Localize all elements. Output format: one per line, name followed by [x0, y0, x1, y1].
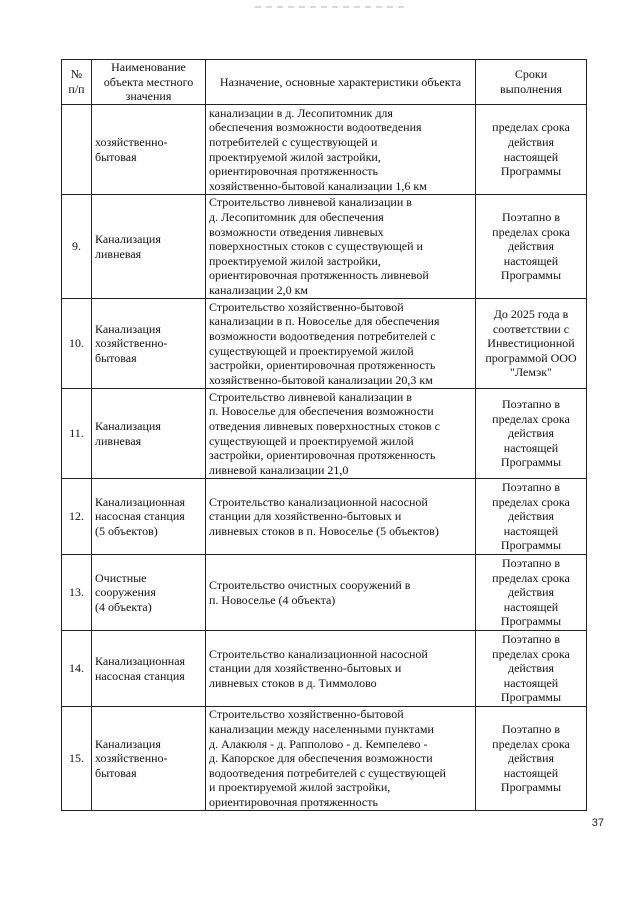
header-number: № п/п	[62, 60, 92, 105]
header-object-name: Наименование объекта местного значения	[92, 60, 206, 105]
row-object-name: Очистные сооружения (4 объекта)	[92, 555, 206, 631]
row-number: 15.	[62, 707, 92, 811]
row-terms: Поэтапно в пределах срока действия настоящей Программы	[476, 555, 587, 631]
row-purpose: Строительство хозяйственно-бытовой канализации между населенными пунктами д. Алакюля - д. Рапполово - д. Кемпелево - д. Капорское для обеспечения возможности водоотведения потребителей с существующей и проектируемой жилой застройки, ориентировочная протяженность	[206, 707, 476, 811]
row-object-name: Канализационная насосная станция	[92, 631, 206, 707]
table-row	[62, 631, 587, 707]
table-row	[62, 389, 587, 479]
row-number: 10.	[62, 299, 92, 389]
table-row	[62, 555, 587, 631]
row-number	[62, 105, 92, 195]
table-row	[62, 105, 587, 195]
row-object-name: Канализационная насосная станция (5 объектов)	[92, 479, 206, 555]
row-purpose: Строительство ливневой канализации в д. Лесопитомник для обеспечения возможности отведения ливневых поверхностных стоков с существующей и проектируемой жилой застройки, ориентировочная протяженность ливневой канализации 2,0 км	[206, 195, 476, 299]
row-purpose: Строительство очистных сооружений в п. Новоселье (4 объекта)	[206, 555, 476, 631]
row-terms: Поэтапно в пределах срока действия настоящей Программы	[476, 389, 587, 479]
row-number: 12.	[62, 479, 92, 555]
table-row	[62, 195, 587, 299]
scan-artifact	[255, 6, 405, 8]
row-terms: Поэтапно в пределах срока действия настоящей Программы	[476, 631, 587, 707]
row-terms: Поэтапно в пределах срока действия настоящей Программы	[476, 707, 587, 811]
row-object-name: Канализация ливневая	[92, 389, 206, 479]
table-row	[62, 299, 587, 389]
page-number: 37	[591, 817, 604, 829]
row-purpose: канализации в д. Лесопитомник для обеспечения возможности водоотведения потребителей с существующей и проектируемой жилой застройки, ориентировочная протяженность хозяйственно-бытовой канализации 1,6 км	[206, 105, 476, 195]
row-object-name: Канализация ливневая	[92, 195, 206, 299]
row-terms: пределах срока действия настоящей Программы	[476, 105, 587, 195]
row-object-name: Канализация хозяйственно- бытовая	[92, 299, 206, 389]
row-object-name: Канализация хозяйственно- бытовая	[92, 707, 206, 811]
row-terms: До 2025 года в соответствии с Инвестиционной программой ООО "Лемэк"	[476, 299, 587, 389]
row-number: 14.	[62, 631, 92, 707]
row-terms: Поэтапно в пределах срока действия настоящей Программы	[476, 195, 587, 299]
row-purpose: Строительство ливневой канализации в п. Новоселье для обеспечения возможности отведения ливневых поверхностных стоков с существующей и проектируемой жилой застройки, ориентировочная протяженность ливневой канализации 21,0	[206, 389, 476, 479]
row-number: 9.	[62, 195, 92, 299]
table-header-row	[62, 60, 587, 105]
row-number: 11.	[62, 389, 92, 479]
row-purpose: Строительство хозяйственно-бытовой канализации в п. Новоселье для обеспечения возможности водоотведения потребителей с существующей и проектируемой жилой застройки, ориентировочная протяженность хозяйственно-бытовой канализации 20,3 км	[206, 299, 476, 389]
header-purpose: Назначение, основные характеристики объекта	[206, 60, 476, 105]
row-object-name: хозяйственно- бытовая	[92, 105, 206, 195]
row-terms: Поэтапно в пределах срока действия настоящей Программы	[476, 479, 587, 555]
row-purpose: Строительство канализационной насосной станции для хозяйственно-бытовых и ливневых стоков в д. Тиммолово	[206, 631, 476, 707]
row-number: 13.	[62, 555, 92, 631]
objects-table	[61, 59, 587, 811]
header-terms: Сроки выполнения	[476, 60, 587, 105]
table-row	[62, 479, 587, 555]
table-row	[62, 707, 587, 811]
row-purpose: Строительство канализационной насосной станции для хозяйственно-бытовых и ливневых стоков в п. Новоселье (5 объектов)	[206, 479, 476, 555]
